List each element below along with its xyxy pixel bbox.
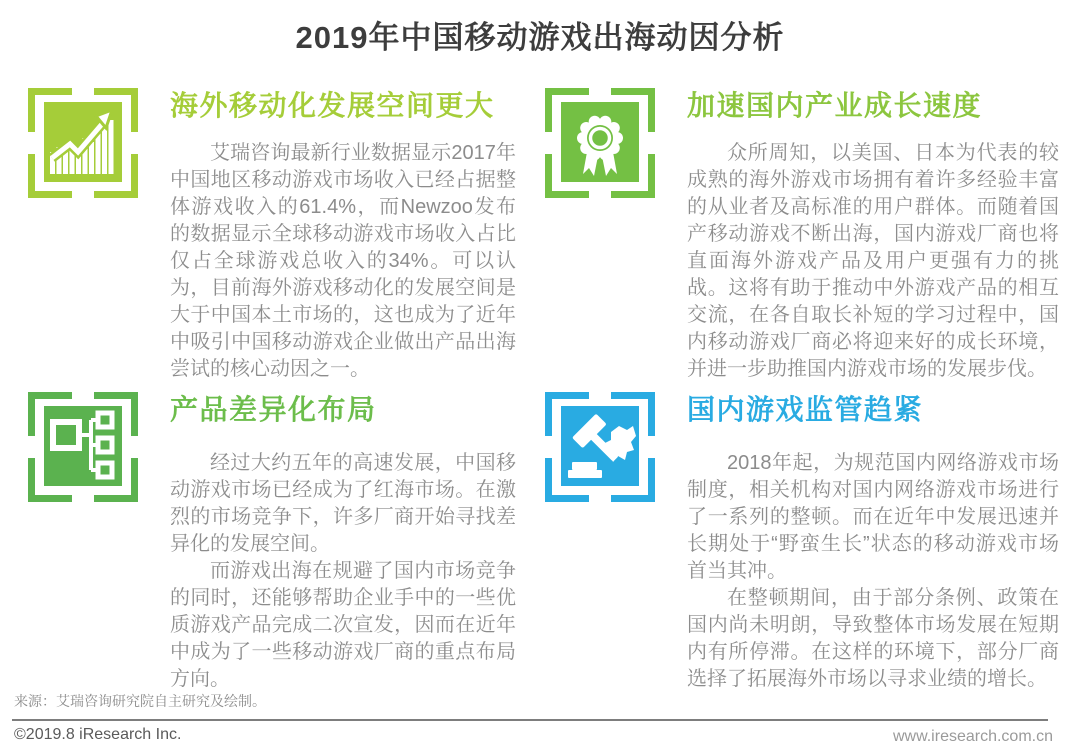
footer-divider [12, 719, 1048, 721]
flowchart-tree-icon [44, 406, 122, 486]
gavel-icon [561, 406, 639, 486]
paragraph: 而游戏出海在规避了国内市场竞争的同时，还能够帮助企业手中的一些优质游戏产品完成二次宣发，因而在近年中成为了一些移动游戏厂商的重点布局方向。 [170, 560, 516, 690]
paragraph: 众所周知，以美国、日本为代表的较成熟的海外游戏市场拥有着许多经验丰富的从业者及高标准的用户群体。而随着国产移动游戏不断出海，国内游戏厂商也将直面海外游戏产品及用户更强有力的挑战。这将有助于推动中外游戏产品的相互交流，在各自取长补短的学习过程中，国内移动游戏厂商必将迎来好的成长环境，并进一步助推国内游戏市场的发展步伐。 [687, 142, 1059, 380]
copyright-text: ©2019.8 iResearch Inc. [14, 726, 182, 743]
section-body [687, 140, 1059, 383]
icon-frame [28, 392, 138, 502]
section-body [170, 140, 516, 383]
source-note: 来源：艾瑞咨询研究院自主研究及绘制。 [14, 693, 266, 709]
section-heading: 海外移动化发展空间更大 [170, 90, 495, 121]
section-heading: 加速国内产业成长速度 [687, 90, 983, 121]
rising-bar-chart-icon [44, 102, 122, 182]
section-heading: 国内游戏监管趋紧 [687, 394, 924, 425]
icon-frame [545, 88, 655, 198]
website-url: www.iresearch.com.cn [892, 728, 1053, 745]
medal-icon [561, 102, 639, 182]
page-title: 2019年中国移动游戏出海动因分析 [295, 20, 785, 55]
icon-frame [545, 392, 655, 502]
section-body [687, 450, 1059, 693]
paragraph: 艾瑞咨询最新行业数据显示2017年中国地区移动游戏市场收入已经占据整体游戏收入的61.4%，而Newzoo发布的数据显示全球移动游戏市场收入占比仅占全球游戏总收入的34%。可以认为，目前海外游戏移动化的发展空间是大于中国本土市场的，这也成为了近年中吸引中国移动游戏企业做出产品出海尝试的核心动因之一。 [170, 142, 516, 380]
icon-frame [28, 88, 138, 198]
section-body [170, 450, 516, 693]
paragraph: 经过大约五年的高速发展，中国移动游戏市场已经成为了红海市场。在激烈的市场竞争下，许多厂商开始寻找差异化的发展空间。 [170, 452, 516, 555]
paragraph: 2018年起，为规范国内网络游戏市场制度，相关机构对国内网络游戏市场进行了一系列的整顿。而在近年中发展迅速并长期处于“野蛮生长”状态的移动游戏市场首当其冲。 [687, 452, 1059, 582]
paragraph: 在整顿期间，由于部分条例、政策在国内尚未明朗，导致整体市场发展在短期内有所停滞。在这样的环境下，部分厂商选择了拓展海外市场以寻求业绩的增长。 [687, 587, 1059, 690]
section-heading: 产品差异化布局 [170, 394, 377, 425]
